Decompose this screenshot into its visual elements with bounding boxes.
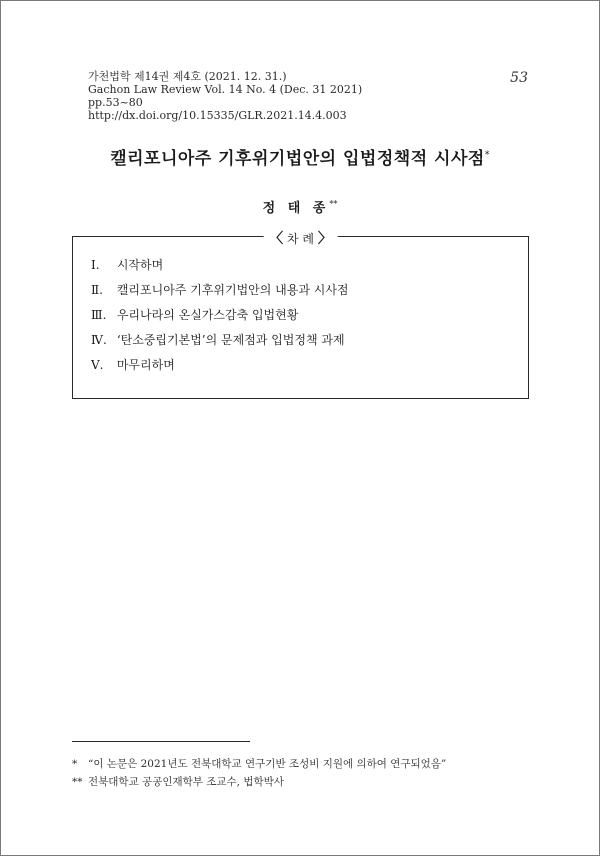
toc-item[interactable] [91,303,349,328]
author [0,197,600,216]
title-footnote-mark[interactable]: * [484,150,490,161]
toc-item[interactable] [91,353,349,378]
footnote-text: “이 논문은 2021년도 전북대학교 연구기반 조성비 지원에 의하여 연구되었음” [88,758,447,770]
table-of-contents [72,231,529,399]
toc-item-text: 시작하며 [116,258,164,272]
toc-item[interactable] [91,278,349,303]
journal-english: Gachon Law Review Vol. 14 No. 4 (Dec. 31 2021) [88,83,363,96]
paper-title [0,144,600,169]
footnote-2 [72,773,446,791]
toc-item-number: Ⅲ. [91,308,107,322]
author-footnote-mark[interactable]: ** [329,199,338,209]
toc-item-text: 마무리하며 [116,358,175,372]
footnote-text: 전북대학교 공공인재학부 조교수, 법학박사 [88,776,284,788]
footnote-mark: * [72,758,78,770]
toc-item-text: 우리나라의 온실가스감축 입법현황 [116,308,299,322]
toc-item-number: Ⅳ. [91,333,107,347]
paper-title-text: 캘리포니아주 기후위기법안의 입법정책적 시사점 [110,149,485,169]
footnote-divider [72,741,250,742]
toc-item-number: Ⅱ. [91,283,103,297]
toc-item-number: Ⅴ. [91,358,104,372]
page-number: 53 [510,70,528,86]
toc-list [91,253,349,378]
page-range: pp.53~80 [88,96,143,109]
journal-korean: 가천법학 제14권 제4호 (2021. 12. 31.) [88,70,287,83]
toc-label-text: 차 례 [287,232,314,246]
author-name: 정 태 종 [262,201,330,216]
toc-label [263,228,338,248]
doi-link[interactable]: http://dx.doi.org/10.15335/GLR.2021.14.4.003 [88,109,347,122]
journal-header [88,70,362,122]
toc-item[interactable] [91,328,349,353]
left-chevron-icon: 〈 [269,231,284,247]
toc-item-text: 캘리포니아주 기후위기법안의 내용과 시사점 [116,283,349,297]
toc-item[interactable] [91,253,349,278]
footnotes [72,755,446,791]
right-chevron-icon: 〉 [317,231,332,247]
toc-item-number: Ⅰ. [91,258,100,272]
footnote-1 [72,755,446,773]
toc-item-text: ‘탄소중립기본법’의 문제점과 입법정책 과제 [116,333,345,347]
footnote-mark: ** [72,776,83,788]
